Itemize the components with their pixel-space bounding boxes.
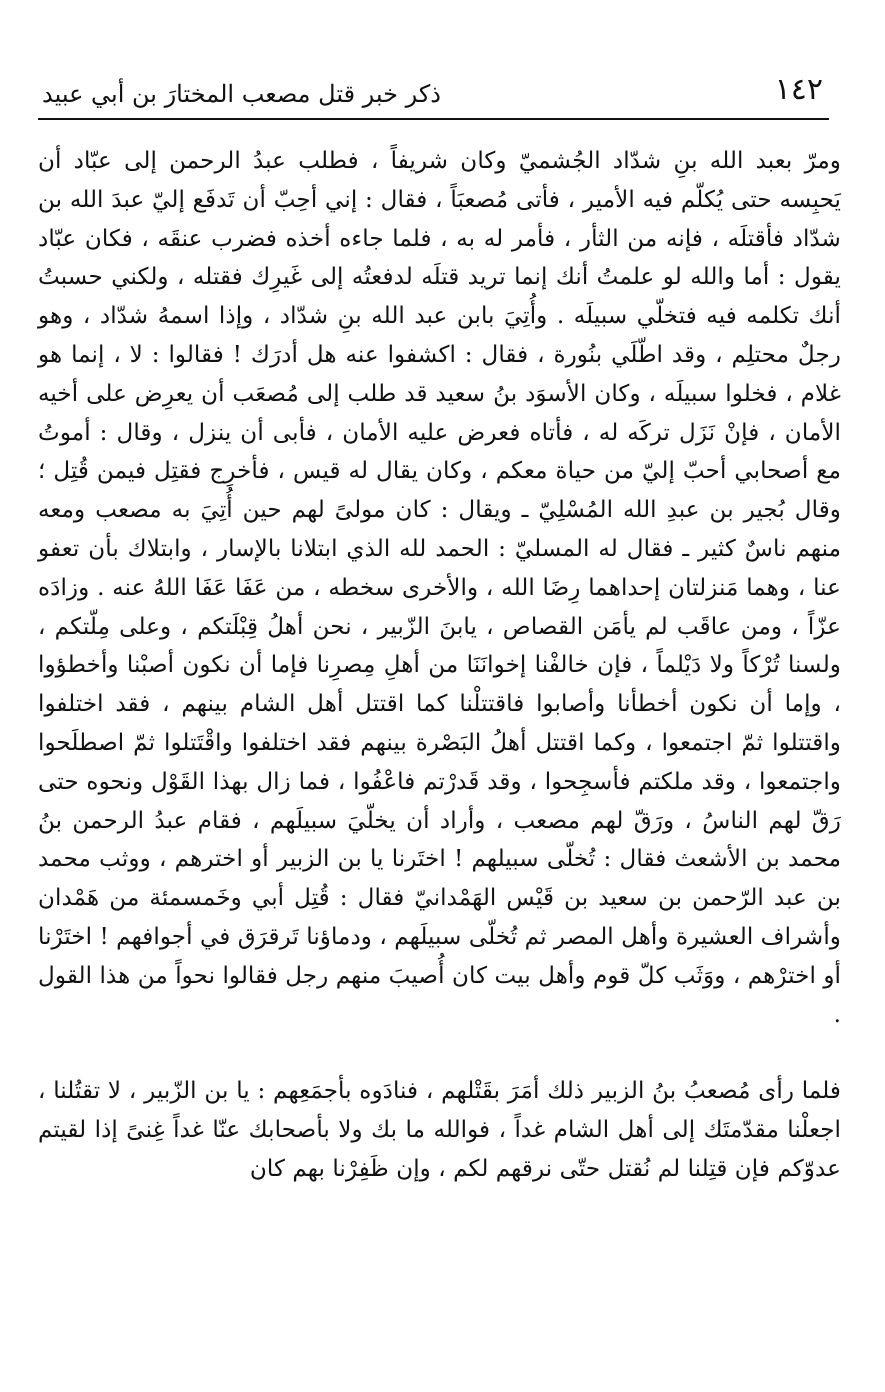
paragraph: ومرّ بعبد الله بنِ شدّاد الجُشميّ وكان شريفاً ، فطلب عبدُ الرحمن إلى عبّاد أن يَحبِسه حتى يُكلّم فيه الأمير ، فأتى مُصعبَاً ، فقال : إني أحِبّ أن تَدفَع إليّ عبدَ الله بن شدّاد فأقتلَه ، فإنه من الثأر ، فأمر له به ، فلما جاءه أخذه فضرب عنقَه ، فكان عبّاد يقول : أما والله لو علمتُ أنك إنما تريد قتلَه لدفعتُه إلى غَيرِك فقتله ، ولكني حسبتُ أنك تكلمه فيه فتخلّي سبيلَه . وأُتِيَ بابن عبد الله بنِ شدّاد ، وإذا اسمهُ شدّاد ، وهو رجلٌ محتلِم ، وقد اطّلَي بنُورة ، فقال : اكشفوا عنه هل أدرَك ! فقالوا : لا ، إنما هو غلام ، فخلوا سبيلَه ، وكان الأسوَد بنُ سعيد قد طلب إلى مُصعَب أن يعرِض على أخيه الأمان ، فإنْ نَزَل تركَه له ، فأتاه فعرض عليه الأمان ، فأبى أن ينزل ، وقال : أموتُ مع أصحابي أحبّ إليّ من حياة معكم ، وكان يقال له قيس ، فأخرِج فقتِل فيمن قُتِل ؛ وقال بُجير بن عبدِ الله المُسْلِيّ ـ ويقال : كان مولىً لهم حين أُتِيَ به مصعب ومعه منهم ناسٌ كثير ـ فقال له المسليّ : الحمد لله الذي ابتلانا بالإسار ، وابتلاك بأن تعفو عنا ، وهما مَنزلتان إحداهما رِضَا الله ، والأخرى سخطه ، من عَفَا عَفَا اللهُ عنه . وزادَه عزّاً ، ومن عاقَب لم يأمَن القصاص ، يابنَ الزّبير ، نحن أهلُ قِبْلَتكم ، وعلى مِلّتكم ، ولسنا تُرْكاً ولا دَيْلماً ، فإن خالفْنا إخوانَنَا من أهلِ مِصرِنا فإما أن نكون أصبْنا وأخطؤوا ، وإما أن نكون أخطأنا وأصابوا فاقتتلْنا كما اقتتل أهل الشام بينهم ، فقد اختلفوا واقتتلوا ثمّ اجتمعوا ، وكما اقتتل أهلُ البَصْرة بينهم فقد اختلفوا واقْتَتلوا ثمّ اصطلَحوا واجتمعوا ، وقد ملكتم فأسجِحوا ، وقد قَدرْتم فاعْفُوا ، فما زال بهذا القَوْل ونحوه حتى رَقّ لهم الناسُ ، ورَقّ لهم مصعب ، وأراد أن يخلّيَ سبيلَهم ، فقام عبدُ الرحمن بنُ محمد بن الأشعث فقال : تُخلّى سبيلهم ! اختَرنا يا بن الزبير أو اخترهم ، ووثب محمد بن عبد الرّحمن بن سعيد بن قَيْس الهَمْدانيّ فقال : قُتِل أبي وخَمسمئة من هَمْدان وأشراف العشيرة وأهل المصر ثم تُخلّى سبيلَهم ، ودماؤنا تَرقرَق في أجوافهم ! اختَرْنا أو اخترْهم ، ووَثَب كلّ قوم وأهل بيت كان أُصيبَ منهم رجل فقالوا نحواً من هذا القول . [38, 147, 841, 1028]
running-title: ذكر خبر قتل مصعب المختارَ بن أبي عبيد [42, 80, 441, 108]
body-text [38, 142, 841, 1189]
paragraph: فلما رأى مُصعبُ بنُ الزبير ذلك أمَرَ بقَتْلهم ، فنادَوه بأجمَعِهم : يا بن الزّبير ، لا تقتُلنا ، اجعلْنا مقدّمتَك إلى أهل الشام غداً ، فوالله ما بك ولا بأصحابك عنّا غداً غِنىً إذا لقيتم عدوّكم فإن قتِلنا لم نُقتل حتّى نرقهم لكم ، وإن ظَفِرْنا بهم كان [38, 1077, 841, 1182]
page-number: ١٤٢ [774, 72, 823, 107]
page-header [38, 66, 829, 120]
